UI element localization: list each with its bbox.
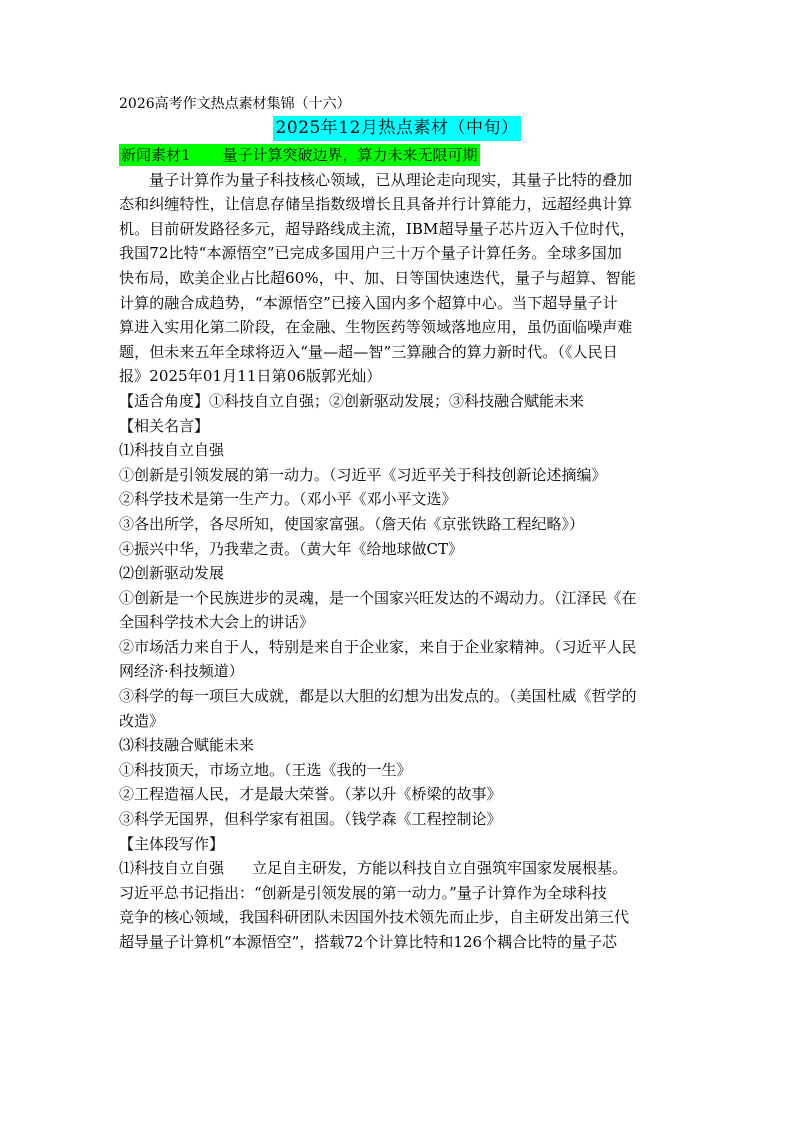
writing-paragraph bbox=[119, 856, 675, 954]
writing-label: ⑴科技自立自强 bbox=[119, 859, 225, 878]
news-headline: 量子计算突破边界，算力未来无限可期 bbox=[222, 146, 478, 164]
quote-item: ①创新是一个民族进步的灵魂，是一个国家兴旺发达的不竭动力。（江泽民《在 bbox=[119, 588, 637, 607]
news-body bbox=[119, 168, 675, 389]
news-heading-row bbox=[119, 143, 675, 168]
body-line: 算进入实用化第二阶段，在金融、生物医药等领域落地应用，虽仍面临噪声难 bbox=[119, 318, 633, 337]
writing-header: 【主体段写作】 bbox=[119, 834, 225, 853]
quote-item: ①科技顶天，市场立地。（王选《我的一生》 bbox=[119, 760, 412, 779]
angles-line: 【适合角度】①科技自立自强；②创新驱动发展；③科技融合赋能未来 bbox=[119, 391, 585, 410]
quote-item: ④振兴中华，乃我辈之责。（黄大年《给地球做CT》 bbox=[119, 539, 463, 558]
quote-item: ③科学无国界，但科学家有祖国。（钱学森《工程控制论》 bbox=[119, 810, 502, 829]
quote-item: ②市场活力来自于人，特别是来自于企业家，来自于企业家精神。（习近平人民 bbox=[119, 637, 637, 656]
quote-group-title: ⑶科技融合赋能未来 bbox=[119, 736, 255, 755]
body-line: 我国72比特“本源悟空”已完成多国用户三十万个量子计算任务。全球多国加 bbox=[119, 244, 622, 263]
body-line: 报》2025年01月11日第06版郭光灿） bbox=[119, 367, 382, 386]
quote-item: ③各出所学，各尽所知，使国家富强。（詹天佑《京张铁路工程纪略》） bbox=[119, 514, 585, 533]
news-heading-highlight bbox=[119, 144, 480, 166]
document-title: 2026高考作文热点素材集锦（十六） bbox=[119, 96, 351, 112]
body-line: 机。目前研发路径多元，超导路线成主流，IBM超导量子芯片迈入千位时代， bbox=[119, 219, 635, 238]
writing-first-text: 立足自主研发，方能以科技自立自强筑牢国家发展根基。 bbox=[252, 859, 628, 878]
document-page bbox=[119, 92, 675, 955]
quote-group bbox=[119, 438, 675, 561]
subtitle-row bbox=[119, 116, 675, 143]
body-line: 计算的融合成趋势，“本源悟空”已接入国内多个超算中心。当下超导量子计 bbox=[119, 293, 618, 312]
quote-item: ②工程造福人民，才是最大荣誉。（茅以升《桥梁的故事》 bbox=[119, 785, 502, 804]
body-line: 题，但未来五年全球将迈入“量—超—智”三算融合的算力新时代。（《人民日 bbox=[119, 342, 618, 361]
subtitle-highlight: 2025年12月热点素材（中旬） bbox=[273, 116, 522, 141]
body-line: 快布局，欧美企业占比超60%，中、加、日等国快速迭代，量子与超算、智能 bbox=[119, 268, 636, 287]
quote-item: ③科学的每一项巨大成就，都是以大胆的幻想为出发点的。（美国杜威《哲学的 bbox=[119, 687, 637, 706]
writing-first-line bbox=[119, 856, 675, 881]
body-line: 态和纠缠特性，让信息存储呈指数级增长且具备并行计算能力，远超经典计算 bbox=[119, 195, 633, 214]
writing-line: 习近平总书记指出：“创新是引领发展的第一动力。”量子计算作为全球科技 bbox=[119, 883, 607, 902]
quote-item: ①创新是引领发展的第一动力。（习近平《习近平关于科技创新论述摘编》 bbox=[119, 465, 607, 484]
writing-line: 超导量子计算机“本源悟空”，搭载72个计算比特和126个耦合比特的量子芯 bbox=[119, 933, 618, 951]
quote-item: 全国科学技术大会上的讲话》 bbox=[119, 613, 315, 632]
quote-item: 网经济·科技频道） bbox=[119, 662, 244, 681]
quote-group bbox=[119, 561, 675, 733]
quotes-header: 【相关名言】 bbox=[119, 416, 210, 435]
quote-item: ②科学技术是第一生产力。（邓小平《邓小平文选》 bbox=[119, 490, 457, 509]
body-line: 量子计算作为量子科技核心领域，已从理论走向现实，其量子比特的叠加 bbox=[149, 170, 633, 189]
news-label: 新闻素材1 bbox=[121, 146, 191, 164]
writing-line: 竞争的核心领域，我国科研团队未因国外技术领先而止步，自主研发出第三代 bbox=[119, 908, 630, 927]
quote-group bbox=[119, 733, 675, 831]
quote-item: 改造》 bbox=[119, 711, 165, 730]
quote-group-title: ⑴科技自立自强 bbox=[119, 441, 225, 460]
quote-group-title: ⑵创新驱动发展 bbox=[119, 564, 225, 583]
